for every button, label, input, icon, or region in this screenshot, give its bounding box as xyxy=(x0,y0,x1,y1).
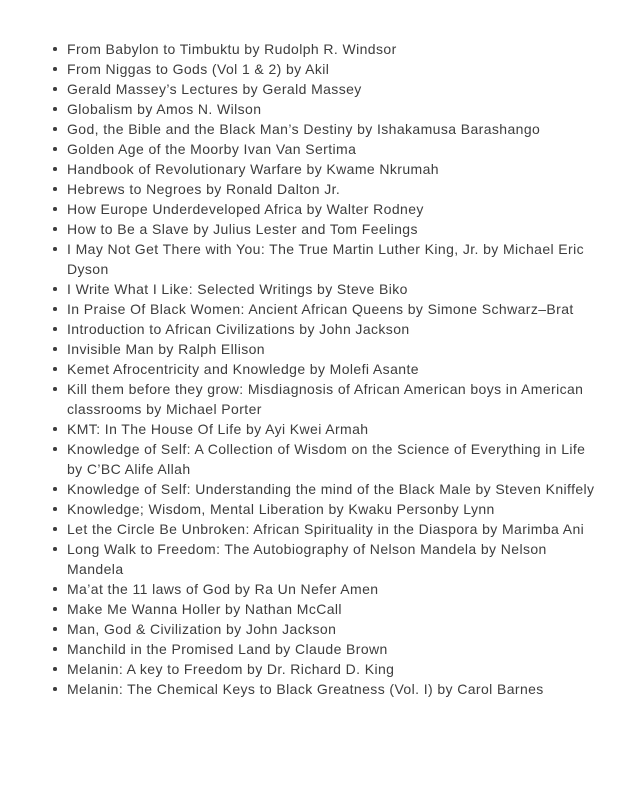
list-item xyxy=(52,299,600,319)
bullet-icon xyxy=(53,147,57,151)
book-title: Knowledge of Self: A Collection of Wisdom on the Science of Everything in Life by C’BC Alife Allah xyxy=(67,441,586,477)
list-item xyxy=(52,59,600,79)
list-item xyxy=(52,119,600,139)
book-title: Let the Circle Be Unbroken: African Spirituality in the Diaspora by Marimba Ani xyxy=(67,521,585,537)
book-title: How to Be a Slave by Julius Lester and Tom Feelings xyxy=(67,221,418,237)
book-title: God, the Bible and the Black Man’s Destiny by Ishakamusa Barashango xyxy=(67,121,541,137)
bullet-icon xyxy=(53,347,57,351)
bullet-icon xyxy=(53,427,57,431)
bullet-icon xyxy=(53,627,57,631)
book-title: I May Not Get There with You: The True Martin Luther King, Jr. by Michael Eric Dyson xyxy=(67,241,585,277)
book-title: Man, God & Civilization by John Jackson xyxy=(67,621,337,637)
book-title: Globalism by Amos N. Wilson xyxy=(67,101,262,117)
list-item xyxy=(52,199,600,219)
list-item xyxy=(52,279,600,299)
list-item xyxy=(52,679,600,699)
bullet-icon xyxy=(53,507,57,511)
bullet-icon xyxy=(53,667,57,671)
book-title: Handbook of Revolutionary Warfare by Kwame Nkrumah xyxy=(67,161,439,177)
list-item xyxy=(52,359,600,379)
book-title: Kill them before they grow: Misdiagnosis of African American boys in American classrooms by Michael Porter xyxy=(67,381,584,417)
bullet-icon xyxy=(53,687,57,691)
bullet-icon xyxy=(53,47,57,51)
bullet-icon xyxy=(53,167,57,171)
book-title: From Babylon to Timbuktu by Rudolph R. Windsor xyxy=(67,41,397,57)
book-title: Make Me Wanna Holler by Nathan McCall xyxy=(67,601,342,617)
book-title: KMT: In The House Of Life by Ayi Kwei Armah xyxy=(67,421,369,437)
book-title: Manchild in the Promised Land by Claude Brown xyxy=(67,641,388,657)
list-item xyxy=(52,479,600,499)
book-title: Introduction to African Civilizations by John Jackson xyxy=(67,321,410,337)
list-item xyxy=(52,319,600,339)
book-title: Kemet Afrocentricity and Knowledge by Molefi Asante xyxy=(67,361,419,377)
bullet-icon xyxy=(53,127,57,131)
bullet-icon xyxy=(53,367,57,371)
bullet-icon xyxy=(53,587,57,591)
bullet-icon xyxy=(53,607,57,611)
book-title: Knowledge of Self: Understanding the mind of the Black Male by Steven Kniffely xyxy=(67,481,595,497)
book-title: Hebrews to Negroes by Ronald Dalton Jr. xyxy=(67,181,341,197)
list-item xyxy=(52,219,600,239)
book-title: I Write What I Like: Selected Writings by Steve Biko xyxy=(67,281,408,297)
list-item xyxy=(52,519,600,539)
list-item xyxy=(52,439,600,479)
book-title: From Niggas to Gods (Vol 1 & 2) by Akil xyxy=(67,61,330,77)
list-item xyxy=(52,419,600,439)
list-item xyxy=(52,179,600,199)
bullet-icon xyxy=(53,307,57,311)
bullet-icon xyxy=(53,247,57,251)
list-item xyxy=(52,639,600,659)
bullet-icon xyxy=(53,67,57,71)
list-item xyxy=(52,79,600,99)
list-item xyxy=(52,539,600,579)
bullet-icon xyxy=(53,527,57,531)
bullet-icon xyxy=(53,547,57,551)
list-item xyxy=(52,599,600,619)
bullet-icon xyxy=(53,387,57,391)
bullet-icon xyxy=(53,107,57,111)
list-item xyxy=(52,499,600,519)
book-title: Invisible Man by Ralph Ellison xyxy=(67,341,265,357)
bullet-icon xyxy=(53,287,57,291)
list-item xyxy=(52,659,600,679)
list-item xyxy=(52,579,600,599)
list-item xyxy=(52,379,600,419)
list-item xyxy=(52,139,600,159)
list-item xyxy=(52,99,600,119)
book-title: Melanin: The Chemical Keys to Black Greatness (Vol. I) by Carol Barnes xyxy=(67,681,544,697)
bullet-icon xyxy=(53,447,57,451)
bullet-icon xyxy=(53,327,57,331)
book-title: How Europe Underdeveloped Africa by Walter Rodney xyxy=(67,201,424,217)
book-title: Golden Age of the Moorby Ivan Van Sertima xyxy=(67,141,357,157)
bullet-icon xyxy=(53,207,57,211)
book-title: Knowledge; Wisdom, Mental Liberation by Kwaku Personby Lynn xyxy=(67,501,495,517)
bullet-icon xyxy=(53,647,57,651)
list-item xyxy=(52,39,600,59)
bullet-icon xyxy=(53,487,57,491)
book-title: Melanin: A key to Freedom by Dr. Richard D. King xyxy=(67,661,395,677)
bullet-icon xyxy=(53,227,57,231)
book-title: Ma’at the 11 laws of God by Ra Un Nefer Amen xyxy=(67,581,379,597)
bullet-icon xyxy=(53,87,57,91)
bullet-icon xyxy=(53,187,57,191)
book-title: Gerald Massey’s Lectures by Gerald Massey xyxy=(67,81,362,97)
list-item xyxy=(52,339,600,359)
book-title: Long Walk to Freedom: The Autobiography of Nelson Mandela by Nelson Mandela xyxy=(67,541,547,577)
list-item xyxy=(52,619,600,639)
book-title: In Praise Of Black Women: Ancient African Queens by Simone Schwarz–Brat xyxy=(67,301,574,317)
list-item xyxy=(52,159,600,179)
list-item xyxy=(52,239,600,279)
